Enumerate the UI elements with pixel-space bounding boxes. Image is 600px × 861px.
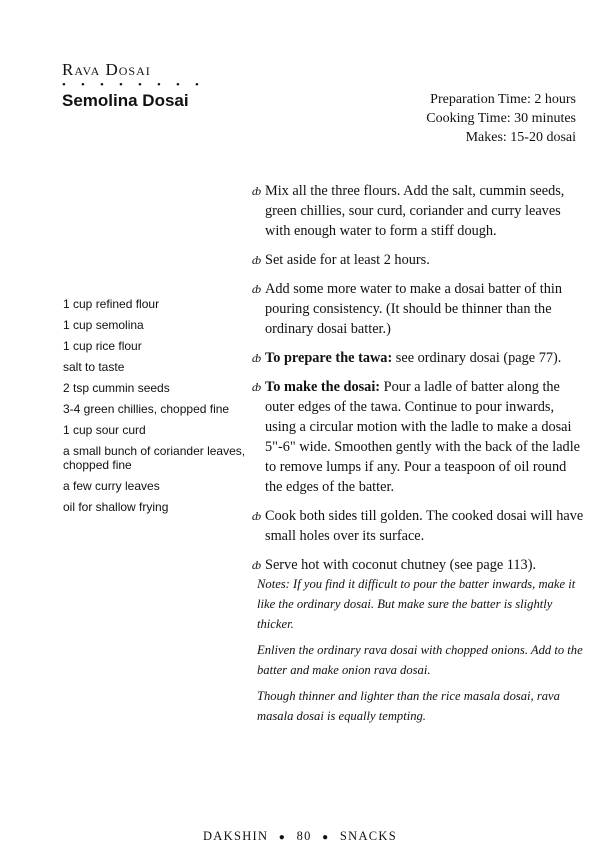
step-body: Serve hot with coconut chutney (see page 113). xyxy=(265,557,537,573)
step-text xyxy=(265,250,430,270)
step-text xyxy=(265,555,536,575)
ingredient-item: 2 tsp cummin seeds xyxy=(63,381,170,395)
method-step xyxy=(252,377,584,497)
ingredient-item: 1 cup semolina xyxy=(63,318,144,332)
step-text xyxy=(265,348,561,368)
leaf-bullet-icon: ȸ xyxy=(252,380,262,394)
step-text xyxy=(265,377,584,497)
preparation-time: Preparation Time: 2 hours xyxy=(430,92,576,107)
footer-separator-icon: ● xyxy=(278,832,287,843)
step-body: Pour a ladle of batter along the outer edges of the tawa. Continue to pour inwards, using a circular motion with the ladle to make a dosai 5"-6" wide. Smoothen gently with the back of the ladle to remove lumps if any. Pour a teaspoon of oil round the edges of the batter. xyxy=(265,379,581,495)
recipe-notes xyxy=(257,574,587,732)
method-step xyxy=(252,555,584,575)
step-lead: To prepare the tawa: xyxy=(265,350,393,366)
ingredient-item: 1 cup rice flour xyxy=(63,339,142,353)
section-name: SNACKS xyxy=(339,829,398,843)
ingredient-item: 1 cup sour curd xyxy=(63,423,146,437)
ingredient-item: a small bunch of coriander leaves, chopped fine xyxy=(63,444,246,472)
yield: Makes: 15-20 dosai xyxy=(465,130,576,145)
method-step xyxy=(252,506,584,546)
recipe-title: Semolina Dosai xyxy=(62,91,189,110)
page-number: 80 xyxy=(296,829,312,843)
leaf-bullet-icon: ȸ xyxy=(252,351,262,365)
leaf-bullet-icon: ȸ xyxy=(252,184,262,198)
title-dot-divider: • • • • • • • • xyxy=(62,79,206,91)
note-paragraph: Enliven the ordinary rava dosai with chopped onions. Add to the batter and make onion rava dosai. xyxy=(257,643,583,677)
note-paragraph: Though thinner and lighter than the rice masala dosai, rava masala dosai is equally tempting. xyxy=(257,689,560,723)
page-footer xyxy=(0,829,600,844)
step-lead: To make the dosai: xyxy=(265,379,381,395)
step-body: Set aside for at least 2 hours. xyxy=(265,252,430,268)
footer-separator-icon: ● xyxy=(322,832,330,843)
leaf-bullet-icon: ȸ xyxy=(252,558,262,572)
ingredient-item: salt to taste xyxy=(63,360,125,374)
ingredient-item: a few curry leaves xyxy=(63,479,160,493)
step-text xyxy=(265,506,584,546)
leaf-bullet-icon: ȸ xyxy=(252,282,262,296)
ingredient-item: 3-4 green chillies, chopped fine xyxy=(63,402,230,416)
recipe-native-title: Rava Dosai xyxy=(62,60,151,79)
step-body: Cook both sides till golden. The cooked dosai will have small holes over its surface. xyxy=(265,508,584,544)
method-step xyxy=(252,279,584,339)
method-steps xyxy=(252,181,584,584)
ingredient-item: oil for shallow frying xyxy=(63,500,169,514)
step-body: Add some more water to make a dosai batter of thin pouring consistency. (It should be thinner than the ordinary dosai batter.) xyxy=(265,281,562,337)
method-step xyxy=(252,348,584,368)
ingredient-item: 1 cup refined flour xyxy=(63,297,160,311)
ingredient-list xyxy=(63,297,248,521)
cooking-time: Cooking Time: 30 minutes xyxy=(426,111,576,126)
step-body: see ordinary dosai (page 77). xyxy=(392,350,562,366)
leaf-bullet-icon: ȸ xyxy=(252,509,262,523)
method-step xyxy=(252,250,584,270)
step-text xyxy=(265,181,584,241)
method-step xyxy=(252,181,584,241)
leaf-bullet-icon: ȸ xyxy=(252,253,262,267)
book-title: DAKSHIN xyxy=(202,829,269,843)
step-text xyxy=(265,279,584,339)
step-body: Mix all the three flours. Add the salt, cummin seeds, green chillies, sour curd, coriander and curry leaves with enough water to form a stiff dough. xyxy=(265,183,565,239)
note-paragraph: Notes: If you find it difficult to pour the batter inwards, make it like the ordinary dosai. But make sure the batter is slightly thicker. xyxy=(257,577,576,631)
recipe-meta xyxy=(426,90,576,147)
